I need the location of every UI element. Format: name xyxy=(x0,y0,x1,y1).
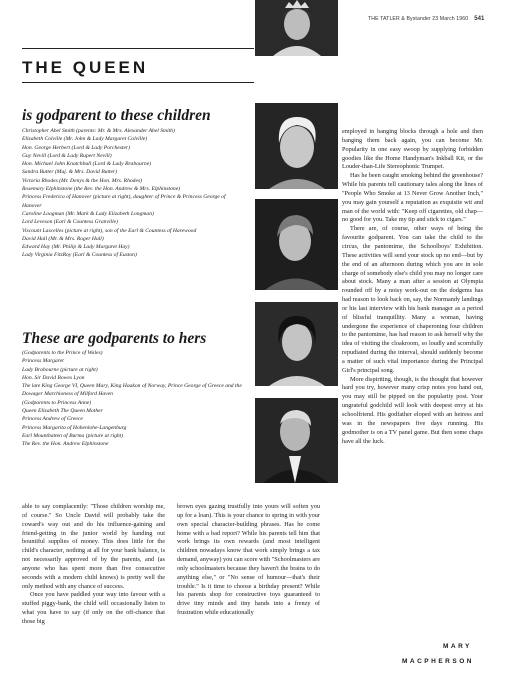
list-item: Edward Hay (Mr. Philip & Lady Margaret Hay) xyxy=(22,244,130,251)
author-signature-last: MACPHERSON xyxy=(402,658,474,665)
list-item: Hon. Sir David Bowes Lyon xyxy=(22,374,85,381)
body-column-1 xyxy=(22,503,165,627)
title-rule-bottom xyxy=(22,82,254,83)
list-item: Guy Nevill (Lord & Lady Rupert Nevill) xyxy=(22,152,112,159)
section-heading-godparents: These are godparents to hers xyxy=(22,330,207,347)
paragraph: Has he been caught smoking behind the greenhouse? While his parents tell cautionary tales along the lines of "People Who Smoke at 13 Never Grow Another Inch," you may gain yourself a reputation as exquisite wit and man of the world with: "Keep off cigarettes, old chap—no good for you. Take my tip and stick to cigars." xyxy=(342,172,483,224)
page-header xyxy=(368,16,485,22)
paragraph: employed in banging blocks through a hole and then banging them back again, you can become Mr. Popularity in one easy swoop by supplying forbidden goodies like the Home Handyman's Inkball Kit, or the Louder-than-Life Stereophonic Trumpet. xyxy=(342,128,483,171)
list-item: David Hall (Mr. & Mrs. Roger Hall) xyxy=(22,235,104,242)
list-item: Lady Virginia FitzRoy (Earl & Countess of Euston) xyxy=(22,252,137,259)
photo-queen xyxy=(255,0,338,56)
list-item: Princess Andrew of Greece xyxy=(22,416,83,423)
page-title: THE QUEEN xyxy=(22,58,149,77)
godchildren-list xyxy=(22,127,244,260)
paragraph: There are, of course, other ways of being the favourite godparent. You can take the child to the circus, the pantomime, the Schoolboys' Exhibition. These activities will send your stock up no end—but by the end of an afternoon during which you are in sole charge of somebody else's child you may no longer care about stock. Many a man after a session at Olympia rounded off by a noisy work-out on the dodgems has had reason to look back on, say, the Normandy landings or his last interview with his bank manager as a period of blissful tranquillity. Many a woman, having undergone the experience of chaperoning four children to the pantomime, has had reason to ask herself why the idea of visiting the cloakroom, so loudly and scornfully repudiated during the interval, should suddenly become a matter of such vital importance during the Principal Girl's principal song. xyxy=(342,225,483,374)
body-column-2 xyxy=(177,503,320,618)
paragraph: able to say complacently: "Those children worship me, of course." So Uncle David will probably take the coward's way out and do his influence-gaining and friend-getting in the junior world by handing out bountiful supplies of money. This does little for the child's character, nothing at all for your bank balance, is not necessarily approved of by the parents, and (as anyone who has spent more than five consecutive seconds with a modern child knows) is pretty well the only method with any chance of success. xyxy=(22,503,165,590)
list-item: The Rev. the Hon. Andrew Elphinstone xyxy=(22,441,109,448)
paragraph: More dispiriting, though, is the thought that however hard you try, however many crisp notes you hand out, you may still be pipped on the popularity post. Your ungrateful godchild will look with deepest envy at his schoolfriend. His godfather eloped with an heiress and was in the newspapers five days running. His godmother is on a TV panel game. But then some chaps have all the luck. xyxy=(342,375,483,445)
paragraph: brown eyes gazing trustfully into yours will soften you up for a loan). This is your chance to spring in with your own special character-building phrases. Has he come home with a bad report? While his parents tell him that work brings its own rewards (and most intelligent children nowadays know that work simply brings a tax demand, anyway) you can score with "Schoolmasters are only schoolmasters because they haven't the brains to do anything else," or "No sense of humour—that's their trouble." Is it time to choose a birthday present? While his parents shop for constructive toys guaranteed to drive tiny minds and tiny hands into a frenzy of frustration while educationally xyxy=(177,503,320,617)
list-item: Caroline Loogman (Mr. Mark & Lady Elizabeth Longman) xyxy=(22,210,154,217)
section-heading-godchildren: is godparent to these children xyxy=(22,107,211,124)
paragraph: Once you have paddled your way into favour with a stuffed piggy-bank, the child will occasionally listen to what you have to say (if only on the off-chance that those big xyxy=(22,591,165,625)
photo-child-boy xyxy=(255,199,338,290)
list-item: Lord Leveson (Earl & Countess Granville) xyxy=(22,219,118,226)
list-item: (Godparents to Princess Anne) xyxy=(22,399,92,406)
list-item: Victoria Rhodes (Mr. Denys & the Hon. Mrs. Rhodes) xyxy=(22,177,142,184)
photo-man xyxy=(255,398,338,483)
photo-child-girl xyxy=(255,103,338,189)
list-item: Hon. George Herbert (Lord & Lady Porchester) xyxy=(22,144,130,151)
list-item: Rosemary Elphinstone (the Rev. the Hon. Andrew & Mrs. Elphinstone) xyxy=(22,186,181,193)
list-item: (Godparents to the Prince of Wales) xyxy=(22,350,103,356)
title-rule-top xyxy=(22,48,254,49)
list-item: Queen Elizabeth The Queen Mother xyxy=(22,408,103,415)
publication-line: THE TATLER & Bystander 23 March 1960 xyxy=(368,16,469,22)
list-item: Earl Mountbatten of Burma (picture at right) xyxy=(22,432,124,439)
list-item: Hon. Michael John Knatchbull (Lord & Lady Brabourne) xyxy=(22,161,152,168)
list-item: Viscount Lascelles (picture at right), son of the Earl & Countess of Harewood xyxy=(22,227,197,234)
page-number: 541 xyxy=(474,16,485,22)
author-signature-first: MARY xyxy=(443,643,472,650)
list-item: The late King George VI, Queen Mary, King Haakon of Norway, Prince George of Greece and the Dowager Marchioness of Milford Haven xyxy=(22,383,242,398)
list-item: Elizabeth Colville (Mr. John & Lady Margaret Colville) xyxy=(22,136,148,143)
list-item: Princess Margaret xyxy=(22,358,64,365)
list-item: Princess Margarita of Hohenlohe-Langenburg xyxy=(22,424,127,431)
list-item: Sandra Butter (Maj. & Mrs. David Butter) xyxy=(22,169,118,176)
list-item: Princess Frederica of Hanover (picture at right), daughter of Prince & Princess George of Hanover xyxy=(22,194,226,209)
list-item: Lady Brabourne (picture at right) xyxy=(22,366,98,373)
list-item: Christopher Abel Smith (parents: Mr. & Mrs. Alexander Abel Smith) xyxy=(22,128,175,134)
godparents-list xyxy=(22,349,244,449)
body-column-3 xyxy=(342,128,483,446)
photo-woman xyxy=(255,302,338,386)
